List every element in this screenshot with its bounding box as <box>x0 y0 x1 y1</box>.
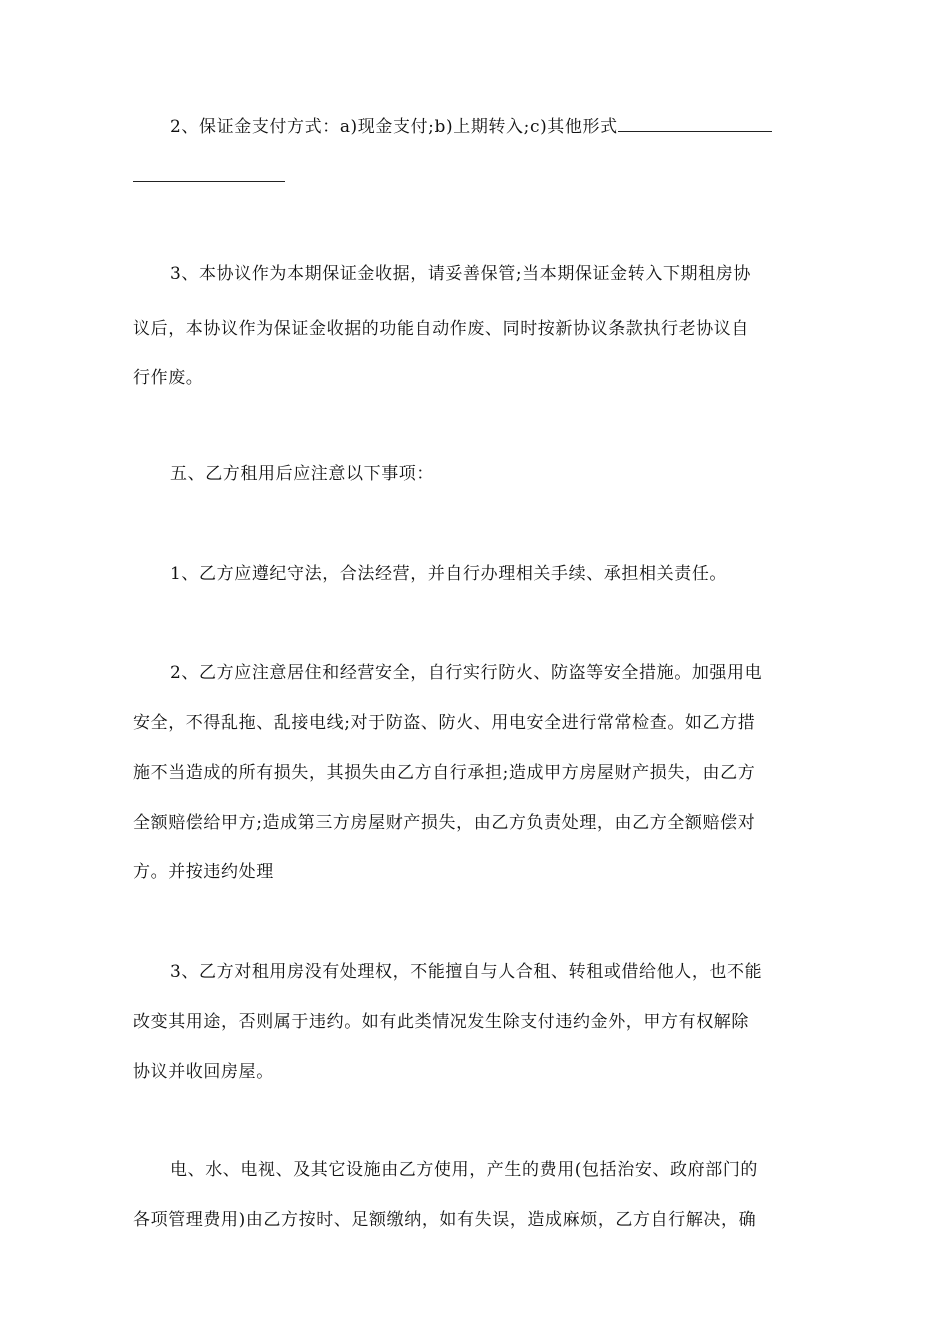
utilities-line-2: 各项管理费用)由乙方按时、足额缴纳，如有失误，造成麻烦，乙方自行解决，确 <box>133 1210 757 1230</box>
item-3-line-1: 3、乙方对租用房没有处理权，不能擅自与人合租、转租或借给他人，也不能 <box>170 962 763 982</box>
fill-in-blank-line <box>618 117 772 132</box>
item-2-line-2: 安全，不得乱拖、乱接电线;对于防盗、防火、用电安全进行常常检查。如乙方措 <box>133 713 756 733</box>
item-2-line-3: 施不当造成的所有损失，其损失由乙方自行承担;造成甲方房屋财产损失，由乙方 <box>133 763 756 783</box>
item-3-line-2: 改变其用途，否则属于违约。如有此类情况发生除支付违约金外，甲方有权解除 <box>133 1012 749 1032</box>
utilities-line-1: 电、水、电视、及其它设施由乙方使用，产生的费用(包括治安、政府部门的 <box>170 1160 759 1180</box>
item-2-line-4: 全额赔偿给甲方;造成第三方房屋财产损失，由乙方负责处理，由乙方全额赔偿对 <box>133 813 756 833</box>
deposit-payment-line <box>170 116 860 138</box>
clause-3-line-1: 3、本协议作为本期保证金收据，请妥善保管;当本期保证金转入下期租房协 <box>170 264 751 284</box>
item-2-line-5: 方。并按违约处理 <box>133 862 274 882</box>
section-5-heading: 五、乙方租用后应注意以下事项： <box>170 464 434 484</box>
clause-3-line-3: 行作废。 <box>133 368 204 388</box>
item-1-line-1: 1、乙方应遵纪守法，合法经营，并自行办理相关手续、承担相关责任。 <box>170 564 728 584</box>
fill-in-blank-line-2 <box>133 167 285 182</box>
item-3-line-3: 协议并收回房屋。 <box>133 1062 274 1082</box>
deposit-payment-text: 2、保证金支付方式：a)现金支付;b)上期转入;c)其他形式 <box>170 117 618 137</box>
item-2-line-1: 2、乙方应注意居住和经营安全，自行实行防火、防盗等安全措施。加强用电 <box>170 663 763 683</box>
clause-3-line-2: 议后，本协议作为保证金收据的功能自动作废、同时按新协议条款执行老协议自 <box>133 319 749 339</box>
fill-in-blank-continuation <box>133 166 823 188</box>
